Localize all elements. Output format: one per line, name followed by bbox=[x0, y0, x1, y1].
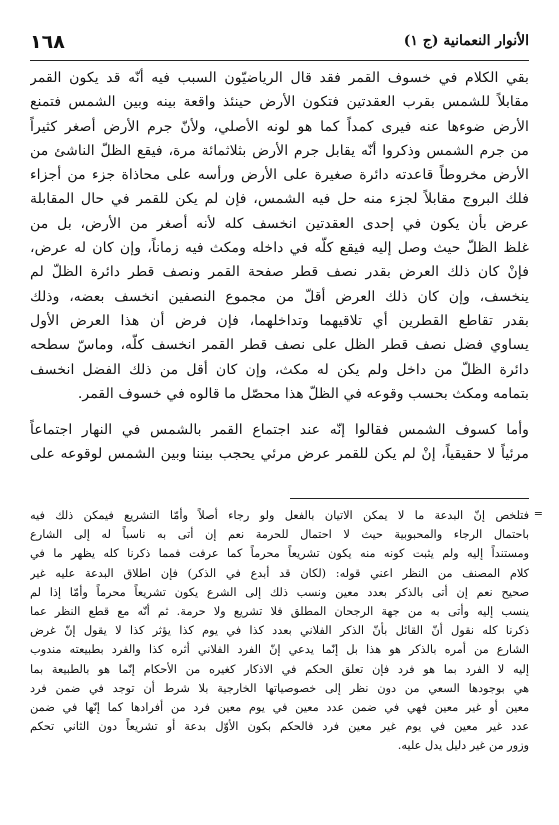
page-header bbox=[30, 31, 529, 57]
text-line: فلك البروج مقابلاً لجزء منه حل فيه الشمس، فإن لم يكن للقمر في حال المقابلة bbox=[30, 191, 529, 208]
footnote-line: فتلخص إنّ البدعة ما لا يمكن الاتيان بالفعل ولو رجاء أصلاً وأمّا التشريع فيمكن ذلك فيه bbox=[30, 509, 529, 522]
text-line: يساوي فضل نصف قطر الظل على نصف قطر القمر انخسف كلّه، وماسّ سطحه bbox=[30, 337, 529, 354]
text-line: دائرة الظلّ من داخل ولم يكن له مكث، وإن كان أقل من ذلك الفضل انخسف bbox=[30, 361, 529, 378]
footnote-line: ومستنداً إليه ولم يثبت كونه منه يكون تشريعاً محرماً كما عرفت فمما ذكرنا كله يظهر ما في bbox=[30, 547, 529, 561]
footnote-line: ينسب إليه وأتى به من جهة الرجحان المطلق فلا تشريع ولا حرمة. ثم أنّه مع قطع النظر عما bbox=[30, 605, 529, 619]
footnote-line: معين أو غير معين فهي في ضمن عدد معين في يوم معين فرد من أفرادها كما إنّها في ضمن bbox=[30, 701, 529, 715]
footnote-continuation-marker: = bbox=[533, 507, 543, 520]
text-line: ينخسف، وإن كان ذلك العرض أقلّ من مجموع النصفين انخسف بعضه، وذلك bbox=[30, 288, 529, 305]
footnote-line: ذكرنا كله نقول أنّ القائل بأنّ الذكر الفلاني بعدد كذا في يوم كذا يؤثر كذا لا يقول إنّ غرض bbox=[30, 624, 529, 638]
text-line: غلظ الظلّ حيث وصل إليه فيقع كلّه في داخله ومكث فيه زماناً، وإن كان له عرض، bbox=[30, 240, 529, 257]
footnote-rule bbox=[290, 498, 529, 499]
footnote-line: صحيح نعم إن أتى بالذكر بعدد معين ونسب ذلك إلى الشرع يكون تشريعاً محرماً وأمّا إذا لم bbox=[30, 585, 529, 599]
text-line: الأرض ضوءها عنه فيرى كمداً كما هو لونه الأصلي، ولأنّ جرم الأرض أصغر كثيراً bbox=[30, 118, 529, 135]
text-line: الأرض مخروطاً قاعدته دائرة صغيرة على الأرض ورأسه على محاذاة جزء من أجزاء bbox=[30, 167, 529, 184]
footnote bbox=[30, 506, 543, 756]
text-line: بقي الكلام في خسوف القمر فقد قال الرياضيّون السبب فيه أنّه قد يكون القمر bbox=[30, 70, 529, 86]
footnote-line: عدد غير معين في يوم غير معين فرد فالحكم بكون الأوّل بدعة أو تشريعاً دون الثاني تحكم bbox=[30, 720, 529, 734]
main-text bbox=[30, 66, 529, 467]
paragraph-solar-eclipse bbox=[30, 418, 529, 467]
footnote-line: وزور من غير دليل يدل عليه. bbox=[397, 739, 529, 753]
page-number: ١٦٨ bbox=[30, 31, 65, 53]
text-line: من جرم الشمس وذكروا أنّه يقابل جرم الأرض بثلاثمائة مرة، فيقع الظلّ الناشئ من bbox=[30, 142, 529, 159]
text-line: وأما كسوف الشمس فقالوا إنّه عند اجتماع القمر بالشمس في النهار اجتماعاً bbox=[30, 422, 529, 439]
text-line: مرئياً لا حقيقياً، إنْ لم يكن للقمر عرض مرئي يحجب بيننا وبين الشمس لوقوعه على bbox=[30, 446, 529, 463]
text-line: فإنْ كان ذلك العرض بقدر نصف قطر صفحة القمر ونصف قطر دائرة الظلّ لم bbox=[30, 264, 529, 281]
footnote-line: هي بوجودها السعي من دون نظر إلى خصوصياتها الخارجية بلا شرط أن توجد في ضمن فرد bbox=[30, 681, 529, 695]
footnote-line: الشارع من أمره بالذكر هو هذا بل إنّما يدعي إنّ الفرد الفلاني أثره كذا والفرد بطبيعته مندوب bbox=[30, 643, 529, 657]
footnote-line: إليه لا الفرد بما هو فرد فإن تعلق الحكم في الاذكار كغيره من الأحكام إنّما هو بالطبيعة بما bbox=[30, 662, 529, 676]
header-rule bbox=[30, 60, 529, 61]
paragraph-lunar-eclipse bbox=[30, 66, 529, 406]
footnote-line: كلام المصنف من النظر اعني قوله: (لكان قد أبدع في الذكر) فإن اطلاق البدعة عليه غير bbox=[30, 566, 529, 580]
text-line: بتمامه ومكث بحسب وقوعه في الظلّ هذا محصّل ما قالوه في خسوف القمر. bbox=[77, 385, 529, 402]
text-line: بقدر تقاطع القطرين أي تلاقيهما وتداخلهما، فإن فرض أن هذا العرض الأول bbox=[30, 312, 529, 329]
text-line: مقابلاً للشمس بقرب العقدتين فتكون الأرض حينئذ واقعة بينه وبين الشمس فتمنع bbox=[30, 94, 529, 111]
text-line: عرض بأن يكون في إحدى العقدتين انخسف كله لأنه أصغر من الأرض، بل من bbox=[30, 215, 529, 232]
footnote-line: باحتمال الرجاء والمحبوبية حيث لا احتمال للحرمة نعم إن أتى به ناسباً له إلى الشارع bbox=[30, 528, 529, 542]
running-title: الأنوار النعمانية (ج ١) bbox=[403, 33, 529, 49]
